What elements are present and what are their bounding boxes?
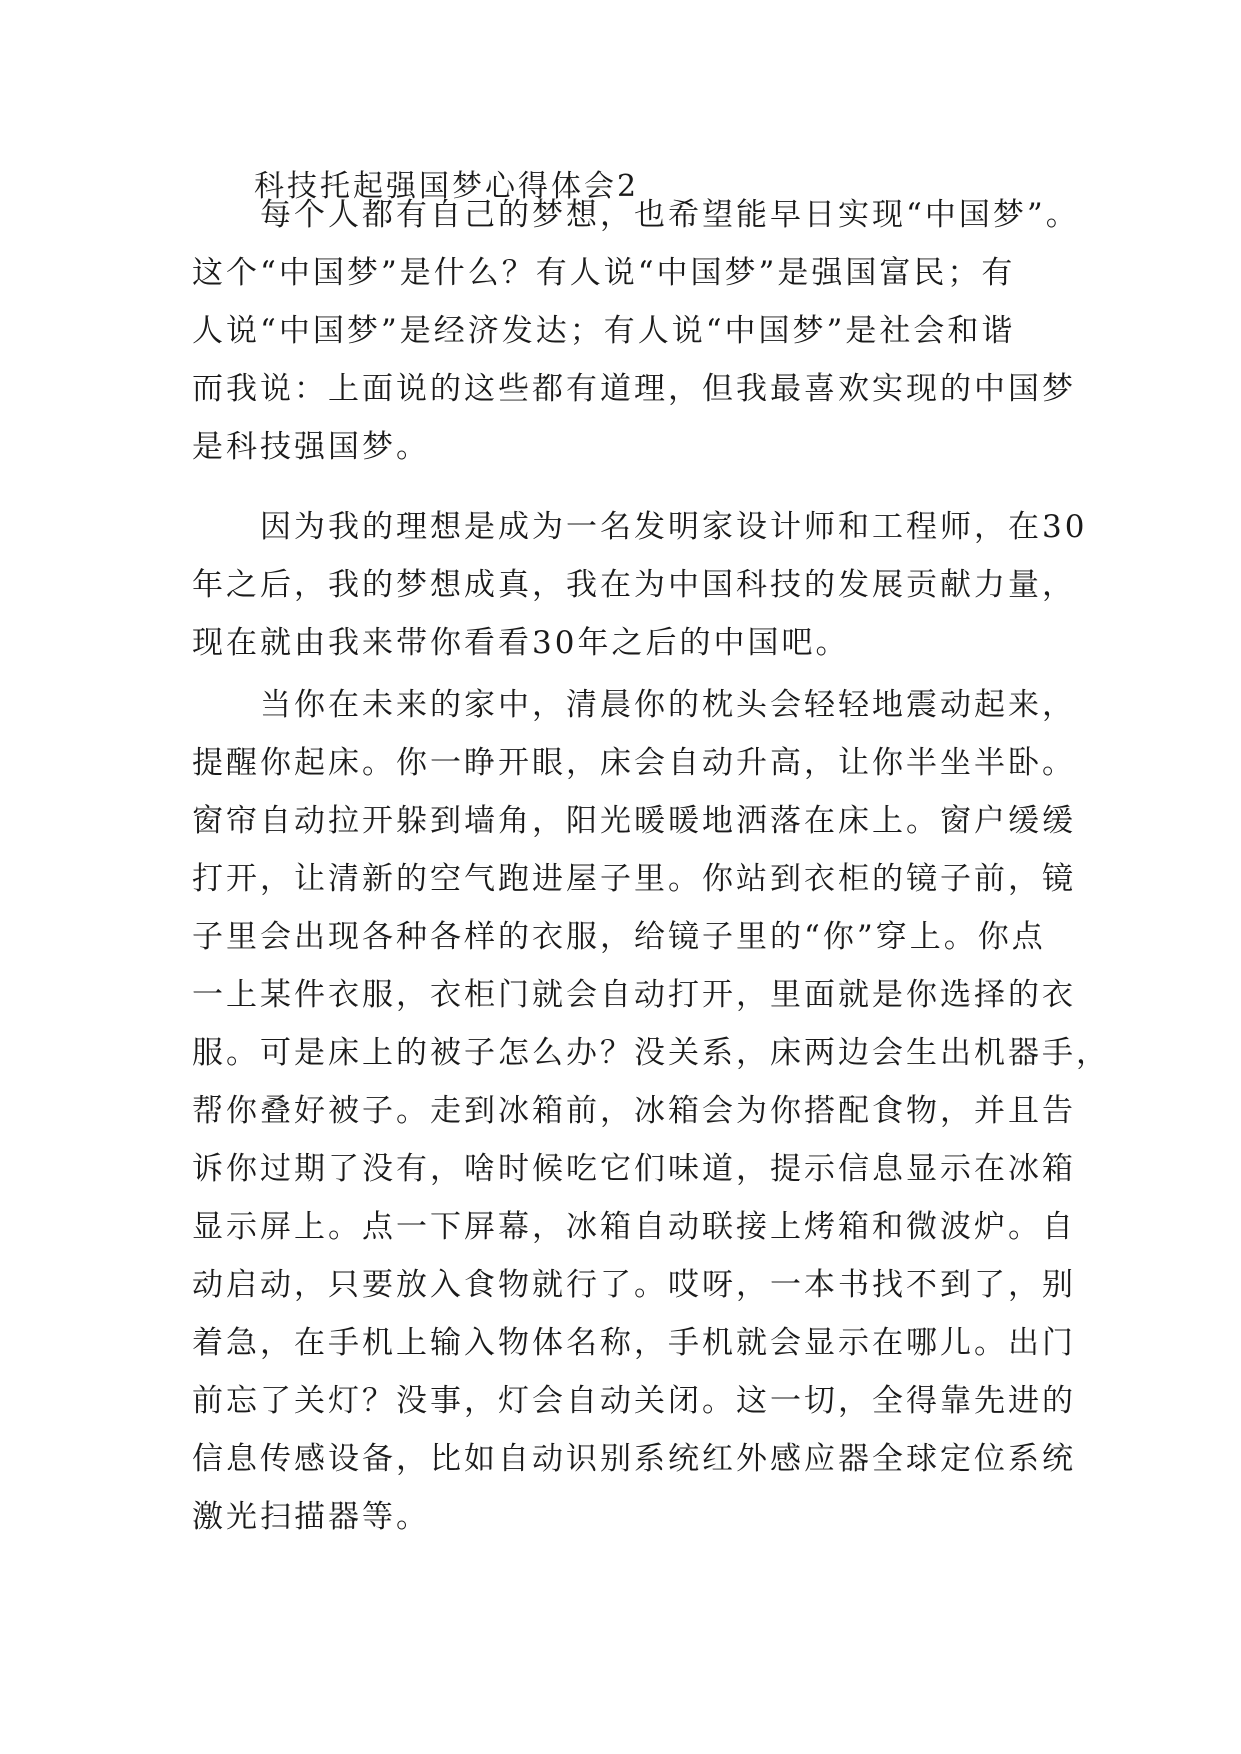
paragraph-line: 年之后，我的梦想成真，我在为中国科技的发展贡献力量， [192,567,1076,603]
paragraph-line: 动启动，只要放入食物就行了。哎呀，一本书找不到了，别 [192,1267,1076,1303]
paragraph-line: 帮你叠好被子。走到冰箱前，冰箱会为你搭配食物，并且告 [192,1093,1076,1129]
paragraph-line: 激光扫描器等。 [192,1499,430,1535]
paragraph-line: 打开，让清新的空气跑进屋子里。你站到衣柜的镜子前，镜 [192,861,1076,897]
paragraph-line: 着急，在手机上输入物体名称，手机就会显示在哪儿。出门 [192,1325,1076,1361]
paragraph-line: 这个“中国梦”是什么？有人说“中国梦”是强国富民；有 [192,255,1016,291]
paragraph-line: 人说“中国梦”是经济发达；有人说“中国梦”是社会和谐 [192,313,1016,349]
paragraph-line: 现在就由我来带你看看30年之后的中国吧。 [192,625,850,661]
paragraph-3 [192,676,1110,1546]
paragraph-line: 而我说：上面说的这些都有道理，但我最喜欢实现的中国梦 [192,371,1076,407]
paragraph-line: 显示屏上。点一下屏幕，冰箱自动联接上烤箱和微波炉。自 [192,1209,1076,1245]
paragraph-2 [192,498,1088,672]
document-title: 科技托起强国梦心得体会2 [254,169,640,204]
paragraph-line: 是科技强国梦。 [192,429,430,465]
paragraph-line: 窗帘自动拉开躲到墙角，阳光暖暖地洒落在床上。窗户缓缓 [192,803,1076,839]
paragraph-line: 信息传感设备，比如自动识别系统红外感应器全球定位系统 [192,1441,1076,1477]
paragraph-line: 服。可是床上的被子怎么办？没关系，床两边会生出机器手， [192,1035,1110,1071]
paragraph-line: 因为我的理想是成为一名发明家设计师和工程师，在30 [192,509,1088,545]
paragraph-line: 提醒你起床。你一睁开眼，床会自动升高，让你半坐半卧。 [192,745,1076,781]
paragraph-line: 当你在未来的家中，清晨你的枕头会轻轻地震动起来， [192,687,1076,723]
paragraph-1 [192,186,1080,476]
paragraph-line: 一上某件衣服，衣柜门就会自动打开，里面就是你选择的衣 [192,977,1076,1013]
paragraph-line: 子里会出现各种各样的衣服，给镜子里的“你”穿上。你点 [192,919,1046,955]
paragraph-line: 每个人都有自己的梦想，也希望能早日实现“中国梦”。 [192,197,1080,233]
paragraph-line: 诉你过期了没有，啥时候吃它们味道，提示信息显示在冰箱 [192,1151,1076,1187]
paragraph-line: 前忘了关灯？没事，灯会自动关闭。这一切，全得靠先进的 [192,1383,1076,1419]
